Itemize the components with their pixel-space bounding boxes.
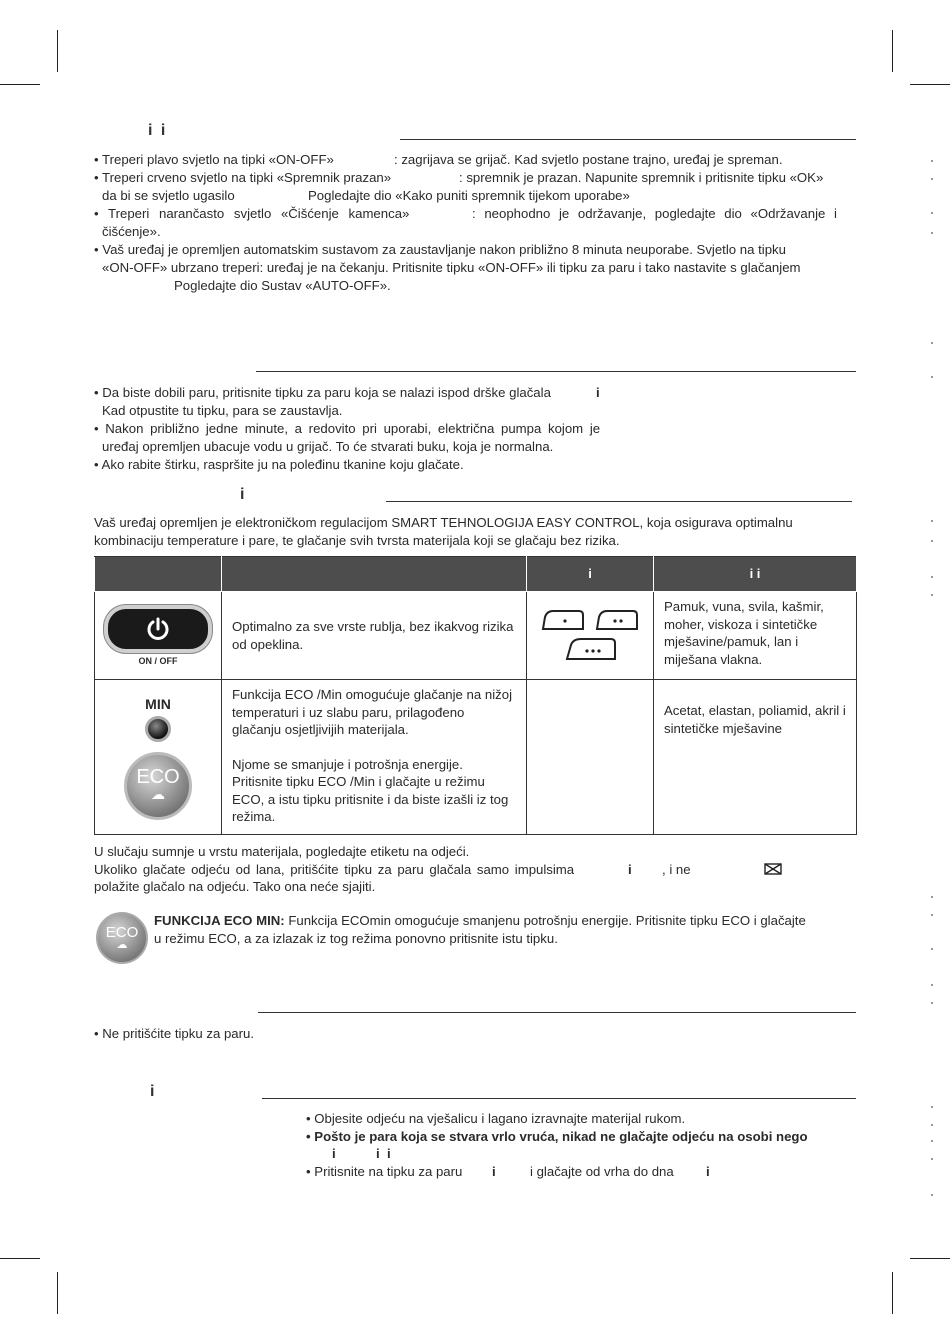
crop-mark [0, 84, 40, 85]
margin-speck [931, 540, 933, 542]
power-icon [145, 616, 171, 642]
indicator-line: • Treperi crveno svjetlo na tipki «Spremnik prazan» [94, 170, 392, 185]
no-steam-fabric-icon [764, 863, 782, 875]
margin-speck [931, 914, 933, 916]
margin-speck [931, 594, 933, 596]
fabrics-cell: Acetat, elastan, poliamid, akril i sintetičke mješavine [654, 680, 857, 835]
margin-speck [931, 1194, 933, 1196]
section-heading-regulation: i [240, 486, 247, 503]
temperature-cell [527, 592, 654, 680]
indicator-line: • Treperi plavo svjetlo na tipki «ON-OFF» [94, 152, 334, 167]
margin-speck [931, 1106, 933, 1108]
eco-min-icon: ECO ☁ [96, 912, 148, 964]
indicator-line: : spremnik je prazan. Napunite spremnik i pritisnite tipku «OK» [459, 170, 824, 185]
button-cell [95, 592, 222, 680]
margin-speck [931, 1140, 933, 1142]
steam-line: Kad otpustite tu tipku, para se zaustavlja. [102, 403, 343, 418]
on-off-label: ON / OFF [138, 655, 178, 666]
regulation-intro: Vaš uređaj opremljen je elektroničkom regulacijom SMART TEHNOLOGIJA EASY CONTROL, koja osigurava optimalnu kombinaciju temperature i pare, te glačanje svih tvrsta materijala koji se glačaju bez rizika. [94, 515, 793, 548]
table-header: i [527, 557, 654, 592]
section-rule [258, 1012, 856, 1013]
description-cell: Funkcija ECO /Min omogućuje glačanje na nižoj temperaturi i uz slabu paru, prilagođeno glačanju osjetljivijih materijala. Njome se smanjuje i potrošnja energije. Pritisnite tipku ECO /Min i glačajte u režimu ECO, a istu tipku pritisnite i da biste izašli iz tog režima. [222, 680, 527, 835]
indicator-line: čišćenje». [102, 224, 161, 239]
settings-table [94, 556, 857, 835]
button-cell [95, 680, 222, 835]
margin-speck [931, 1002, 933, 1004]
table-header: i i [654, 557, 857, 592]
eco-label: ECO [136, 765, 180, 788]
eco-button-illustration [124, 752, 192, 820]
crop-mark [910, 1258, 950, 1259]
margin-speck [931, 948, 933, 950]
crop-mark [0, 1258, 40, 1259]
indicator-line: da bi se svjetlo ugasilo [102, 188, 235, 203]
margin-speck [931, 576, 933, 578]
steam-line: • Ako rabite štirku, raspršite ju na poleđinu tkanine koju glačate. [94, 457, 464, 472]
table-header [95, 557, 222, 592]
crop-mark [892, 1272, 893, 1314]
indicator-line: Pogledajte dio Sustav «AUTO-OFF». [174, 278, 391, 293]
section-heading-indicators: i i [148, 122, 168, 139]
fabrics-cell: Pamuk, vuna, svila, kašmir, moher, viskoza i sintetičke mješavine/pamuk, lan i miješana vlakna. [654, 592, 857, 680]
steam-line: • Da biste dobili paru, pritisnite tipku za paru koja se nalazi ispod drške glačala [94, 385, 551, 400]
indicator-line: • Treperi narančasto svjetlo «Čišćenje kamenca» [94, 206, 410, 221]
margin-speck [931, 520, 933, 522]
margin-speck [931, 376, 933, 378]
table-row [95, 592, 857, 680]
description-cell: Optimalno za sve vrste rublja, bez ikakvog rizika od opeklina. [222, 592, 527, 680]
eco-min-note: FUNKCIJA ECO MIN: Funkcija ECOmin omogućuje smanjenu potrošnju energije. Pritisnite tipku ECO i glačajte u režimu ECO, a za izlazak iz tog režima ponovno pritisnite istu tipku. [154, 913, 806, 946]
section-heading-vertical: i [150, 1083, 157, 1100]
crop-mark [910, 84, 950, 85]
on-off-button-illustration [104, 605, 212, 653]
indicator-line: : zagrijava se grijač. Kad svjetlo postane trajno, uređaj je spreman. [394, 152, 783, 167]
indicator-line: «ON-OFF» ubrzano treperi: uređaj je na čekanju. Pritisnite tipku «ON-OFF» ili tipku za paru i tako nastavite s glačanjem [102, 260, 801, 275]
margin-speck [931, 984, 933, 986]
steam-cloud-icon: ☁ [151, 785, 165, 802]
section-rule [400, 139, 856, 140]
indicator-line: : neophodno je održavanje, pogledajte dio «Održavanje i [472, 206, 837, 221]
margin-speck [931, 212, 933, 214]
margin-speck [931, 342, 933, 344]
crop-mark [892, 30, 893, 72]
dry-ironing-text: • Ne pritišćite tipku za paru. [94, 1026, 255, 1041]
margin-speck [931, 160, 933, 162]
margin-speck [931, 1158, 933, 1160]
temperature-cell [527, 680, 654, 835]
indicator-line: • Vaš uređaj je opremljen automatskim sustavom za zaustavljanje nakon približno 8 minuta neuporabe. Svjetlo na tipku [94, 242, 786, 257]
section-rule [256, 371, 856, 372]
after-table-text: U slučaju sumnje u vrstu materijala, pogledajte etiketu na odjeći. Ukoliko glačate odjeću od lana, pritišćite tipku za paru glačala samo impulsima i , i ne polažite glačalo na odjeću. Tako ona neće sjajiti. [94, 843, 856, 896]
steam-line: • Nakon približno jedne minute, a redovito pri uporabi, električna pumpa kojom je [94, 421, 601, 436]
margin-speck [931, 232, 933, 234]
section-rule [262, 1098, 856, 1099]
table-header [222, 557, 527, 592]
min-led-icon [145, 716, 171, 742]
crop-mark [57, 30, 58, 72]
margin-speck [931, 896, 933, 898]
iron-temperature-icons [535, 601, 645, 665]
table-header-row [95, 557, 857, 592]
steam-cloud-icon: ☁ [116, 939, 128, 951]
section-rule [386, 501, 852, 502]
min-label: MIN [145, 696, 171, 712]
crop-mark [57, 1272, 58, 1314]
steam-line: i [596, 385, 600, 400]
indicator-line: Pogledajte dio «Kako puniti spremnik tijekom uporabe» [308, 188, 630, 203]
margin-speck [931, 1124, 933, 1126]
margin-speck [931, 178, 933, 180]
vertical-steam-text: • Objesite odjeću na vješalicu i lagano izravnajte materijal rukom. • Pošto je para koja se stvara vrlo vruća, nikad ne glačajte odjeću na osobi nego i i i • Pritisnite na tipku za paru i i glačajte od vrha do dna i [306, 1111, 808, 1179]
steam-line: uređaj opremljen ubacuje vodu u grijač. To će stvarati buku, koja je normalna. [102, 439, 554, 454]
table-row [95, 680, 857, 835]
